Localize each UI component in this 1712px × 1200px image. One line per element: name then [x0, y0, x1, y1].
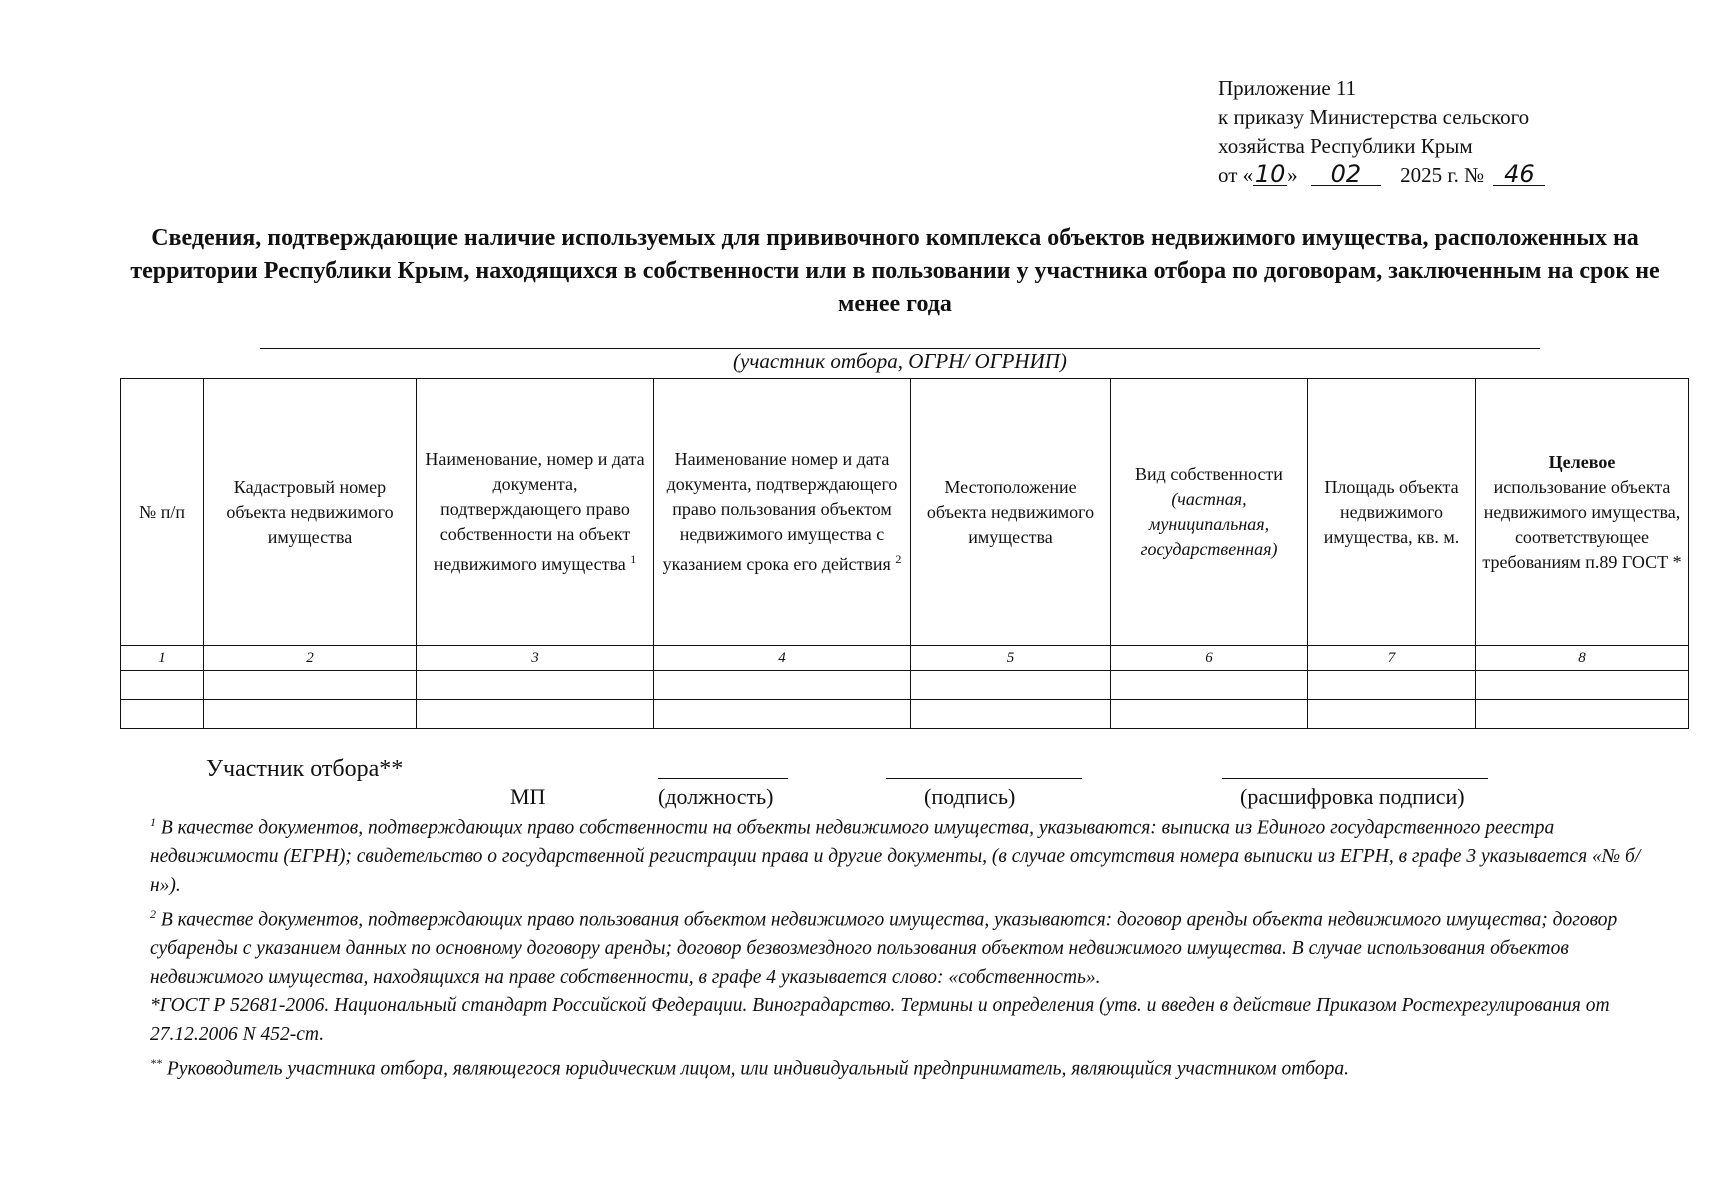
participant-caption: (участник отбора, ОГРН/ ОГРНИП): [733, 349, 1067, 373]
footnote-gost: *ГОСТ Р 52681-2006. Национальный стандарт Российской Федерации. Виноградарство. Термины и определения (утв. и введен в действие Приказом Ростехрегулирования от 27.12.2006 N 452-ст.: [150, 995, 1610, 1045]
header-purpose-bold: Целевое: [1548, 451, 1616, 472]
document-title: Сведения, подтверждающие наличие используемых для прививочного комплекса объектов недвижимого имущества, расположенных на территории Республики Крым, находящихся в собственности или в пользовании у участника отбора по договорам, заключенным на срок не менее года: [130, 225, 1660, 317]
table-cell: [1308, 671, 1476, 700]
appendix-line-3: хозяйства Республики Крым: [1218, 134, 1473, 158]
table-cell: [121, 671, 204, 700]
position-caption: (должность): [658, 784, 774, 809]
participant-label: Участник отбора**: [206, 756, 404, 782]
footnote-4-mark: **: [150, 1056, 162, 1070]
appendix-line-2: к приказу Министерства сельского: [1218, 105, 1530, 129]
header-purpose: [1476, 379, 1689, 646]
order-number: 46: [1493, 163, 1545, 186]
table-row: [121, 700, 1689, 729]
signature-line: [886, 778, 1082, 779]
table-column-numbers-row: [121, 646, 1689, 671]
header-ownership-type: [1111, 379, 1308, 646]
table-cell: [417, 700, 654, 729]
header-ownership-type-note: (частная, муниципальная, государственная): [1140, 489, 1278, 559]
column-number: 3: [417, 646, 654, 671]
decoding-line: [1222, 778, 1488, 779]
footnote-4-text: Руководитель участника отбора, являющегося юридическим лицом, или индивидуальный предприниматель, являющийся участником отбора.: [166, 1058, 1349, 1080]
header-ownership-doc-text: Наименование, номер и дата документа, подтверждающего право собственности на объект недвижимого имущества: [425, 449, 645, 574]
footnote-2-mark: 2: [150, 907, 156, 921]
footnote-ref-2: 2: [895, 552, 902, 566]
table-row: [121, 671, 1689, 700]
table-cell: [417, 671, 654, 700]
table-header-row: [121, 379, 1689, 646]
column-number: 7: [1308, 646, 1476, 671]
appendix-block: [1218, 74, 1545, 190]
appendix-date-line: [1218, 161, 1545, 190]
footnote-1-text: В качестве документов, подтверждающих право собственности на объекты недвижимого имущества, указываются: выписка из Единого государственного реестра недвижимости (ЕГРН); свидетельство о государственной регистрации права и другие документы, (в случае отсутствия номера выписки из ЕГРН, в графе 3 указывается «№ б/н»).: [150, 817, 1641, 896]
table-cell: [121, 700, 204, 729]
header-area: Площадь объекта недвижимого имущества, кв. м.: [1308, 379, 1476, 646]
table-cell: [654, 671, 911, 700]
table-cell: [1476, 671, 1689, 700]
decoding-caption: (расшифровка подписи): [1240, 784, 1465, 809]
date-mid: »: [1287, 163, 1298, 187]
header-usage-doc: [654, 379, 911, 646]
date-month: 02: [1311, 163, 1381, 186]
footnote-1: [150, 808, 1670, 900]
position-line: [658, 778, 788, 779]
footnote-4: [150, 1049, 1670, 1084]
header-number: № п/п: [121, 379, 204, 646]
header-ownership-type-main: Вид собственности: [1135, 464, 1283, 484]
table-cell: [204, 671, 417, 700]
footnote-2-text: В качестве документов, подтверждающих право пользования объектом недвижимого имущества, указываются: договор аренды объекта недвижимого имущества; договор субаренды с указанием данных по основному договору аренды; договор безвозмездного пользования объектом недвижимого имущества. В случае использования объектов недвижимого имущества, находящихся на праве собственности, в графе 4 указывается слово: «собственность».: [150, 909, 1618, 988]
table-cell: [1476, 700, 1689, 729]
table-cell: [1308, 700, 1476, 729]
date-day: 10: [1254, 160, 1286, 188]
column-number: 4: [654, 646, 911, 671]
header-purpose-text: использование объекта недвижимого имущества, соответствующее требованиям п.89 ГОСТ *: [1482, 476, 1682, 572]
seal-mark: МП: [510, 784, 546, 809]
column-number: 1: [121, 646, 204, 671]
date-year: 2025 г. №: [1400, 163, 1485, 187]
table-cell: [911, 671, 1111, 700]
table-cell: [1111, 700, 1308, 729]
signature-caption: (подпись): [924, 784, 1016, 809]
table-cell: [654, 700, 911, 729]
footnote-1-mark: 1: [150, 815, 156, 829]
header-usage-doc-text: Наименование номер и дата документа, подтверждающего право пользования объектом недвижимого имущества с указанием срока его действия: [662, 449, 898, 574]
real-estate-table: [120, 378, 1689, 729]
column-number: 2: [204, 646, 417, 671]
footnotes: [150, 808, 1670, 1084]
header-ownership-doc: [417, 379, 654, 646]
column-number: 8: [1476, 646, 1689, 671]
table-cell: [204, 700, 417, 729]
table-cell: [1111, 671, 1308, 700]
column-number: 6: [1111, 646, 1308, 671]
appendix-line-1: Приложение 11: [1218, 76, 1357, 100]
header-location: Местоположение объекта недвижимого имущества: [911, 379, 1111, 646]
column-number: 5: [911, 646, 1111, 671]
footnote-2: [150, 900, 1670, 992]
table-cell: [911, 700, 1111, 729]
header-cadastral: Кадастровый номер объекта недвижимого имущества: [204, 379, 417, 646]
footnote-ref-1: 1: [630, 552, 637, 566]
date-prefix: от «: [1218, 163, 1254, 187]
